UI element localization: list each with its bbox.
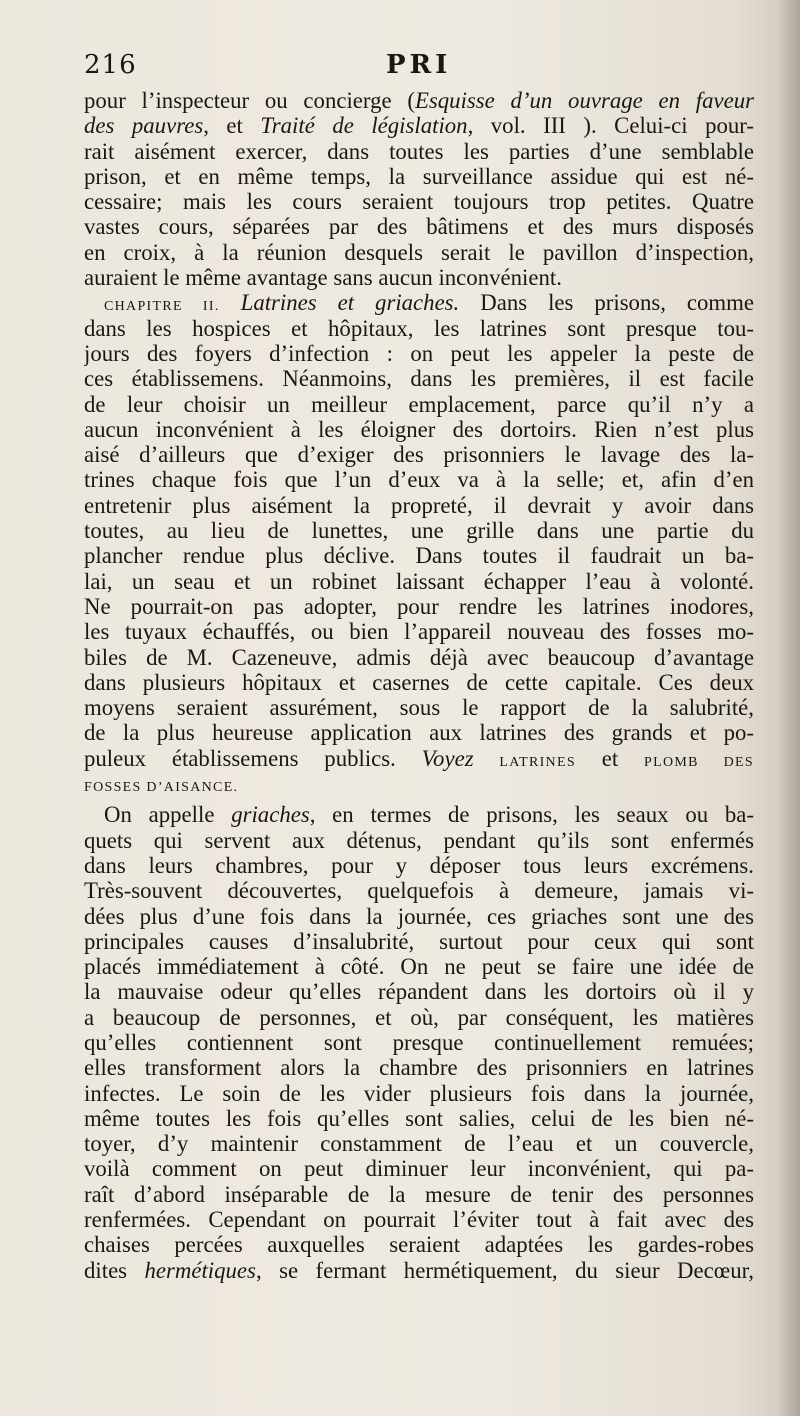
running-head: PRI xyxy=(386,50,452,80)
text-line: infectes. Le soin de les vider plusieurs fois dans la journée, xyxy=(84,1080,754,1106)
text-line: chaises percées auxquelles seraient adaptées les gardes-robes xyxy=(84,1232,754,1258)
text-line: a beaucoup de personnes, et où, par conséquent, les matières xyxy=(84,1004,754,1030)
text-line: dans leurs chambres, pour y déposer tous leurs excrémens. xyxy=(84,852,754,878)
text-line: elles transforment alors la chambre des prisonniers en latrines xyxy=(84,1055,754,1081)
text-line: auraient le même avantage sans aucun inconvénient. xyxy=(84,265,562,291)
text-line: lai, un seau et un robinet laissant échapper l’eau à volonté. xyxy=(84,568,754,594)
text-line: dans les hospices et hôpitaux, les latrines sont presque tou- xyxy=(84,315,754,341)
text-line: principales causes d’insalubrité, surtout pour ceux qui sont xyxy=(84,928,754,954)
text-line: raît d’abord inséparable de la mesure de tenir des personnes xyxy=(84,1181,754,1207)
page-number: 216 xyxy=(84,50,137,80)
text-line: toyer, d’y maintenir constamment de l’eau et un couvercle, xyxy=(84,1131,754,1157)
chapter-heading: CHAPITRE II. xyxy=(104,299,220,315)
text-line: de leur choisir un meilleur emplacement, parce qu’il n’y a xyxy=(84,391,754,417)
cross-reference: Voyez xyxy=(421,745,474,771)
text-line: les tuyaux échauffés, ou bien l’appareil nouveau des fosses mo- xyxy=(84,619,754,645)
text-line: vastes cours, séparées par des bâtimens et des murs disposés xyxy=(84,214,754,240)
text-line: plancher rendue plus déclive. Dans toutes il faudrait un ba- xyxy=(84,543,754,569)
text-line: Ne pourrait-on pas adopter, pour rendre les latrines inodores, xyxy=(84,593,754,619)
text-line: dées plus d’une fois dans la journée, ces griaches sont une des xyxy=(84,903,754,929)
text-line: pour l’inspecteur ou concierge (Esquisse d’un ouvrage en faveur xyxy=(84,88,754,113)
text-line: jours des foyers d’infection : on peut les appeler la peste de xyxy=(84,340,754,366)
text-line: prison, et en même temps, la surveillance assidue qui est né- xyxy=(84,163,754,189)
text-line: qu’elles contiennent sont presque continuellement remuées; xyxy=(84,1029,754,1055)
text-line: ces établissemens. Néanmoins, dans les premières, il est facile xyxy=(84,366,754,392)
text-line: en croix, à la réunion desquels serait le pavillon d’inspection, xyxy=(84,239,754,265)
text-line: aisé d’ailleurs que d’exiger des prisonniers le lavage des la- xyxy=(84,442,754,468)
text-line: moyens seraient assurément, sous le rapport de la salubrité, xyxy=(84,695,754,721)
body-text xyxy=(84,88,754,1283)
text-line: trines chaque fois que l’un d’eux va à la selle; et, afin d’en xyxy=(84,467,754,493)
text-line: placés immédiatement à côté. On ne peut se faire une idée de xyxy=(84,954,754,980)
scan-edge-shadow xyxy=(776,0,800,1416)
paragraph xyxy=(84,88,754,290)
text-line: dans plusieurs hôpitaux et casernes de cette capitale. Ces deux xyxy=(84,669,754,695)
text-line: aucun inconvénient à les éloigner des dortoirs. Rien n’est plus xyxy=(84,416,754,442)
text-line: entretenir plus aisément la propreté, il devrait y avoir dans xyxy=(84,492,754,518)
text-line: rait aisément exercer, dans toutes les parties d’une semblable xyxy=(84,138,754,164)
text-line: Très-souvent découvertes, quelquefois à demeure, jamais vi- xyxy=(84,878,754,904)
text-line: renfermées. Cependant on pourrait l’éviter tout à fait avec des xyxy=(84,1207,754,1233)
text-line: On appelle griaches, en termes de prisons, les seaux ou ba- xyxy=(104,802,754,828)
paragraph xyxy=(84,290,754,796)
text-line: cessaire; mais les cours seraient toujours trop petites. Quatre xyxy=(84,189,754,215)
text-line: même toutes les fois qu’elles sont salies, celui de les bien né- xyxy=(84,1105,754,1131)
section-title: Latrines et griaches. xyxy=(240,290,460,316)
text-line: voilà comment on peut diminuer leur inconvénient, qui pa- xyxy=(84,1156,754,1182)
text-line: la mauvaise odeur qu’elles répandent dans les dortoirs où il y xyxy=(84,979,754,1005)
text-line: biles de M. Cazeneuve, admis déjà avec beaucoup d’avantage xyxy=(84,644,754,670)
text-line: de la plus heureuse application aux latrines des grands et po- xyxy=(84,720,754,746)
text-line: toutes, au lieu de lunettes, une grille dans une partie du xyxy=(84,518,754,544)
page-header xyxy=(84,50,754,90)
text-line: dites hermétiques, se fermant hermétiquement, du sieur Decœur, xyxy=(84,1257,754,1283)
paragraph xyxy=(84,802,754,1283)
text-line: puleux établissemens publics. Voyez LATRINES et PLOMB DES xyxy=(84,745,754,771)
text-line: quets qui servent aux détenus, pendant qu’ils sont enfermés xyxy=(84,827,754,853)
text-line: FOSSES D’AISANCE. xyxy=(84,780,239,796)
text-line: CHAPITRE II. Latrines et griaches. Dans les prisons, comme xyxy=(104,290,754,316)
text-line: des pauvres, et Traité de législation, vol. III ). Celui-ci pour- xyxy=(84,113,754,139)
